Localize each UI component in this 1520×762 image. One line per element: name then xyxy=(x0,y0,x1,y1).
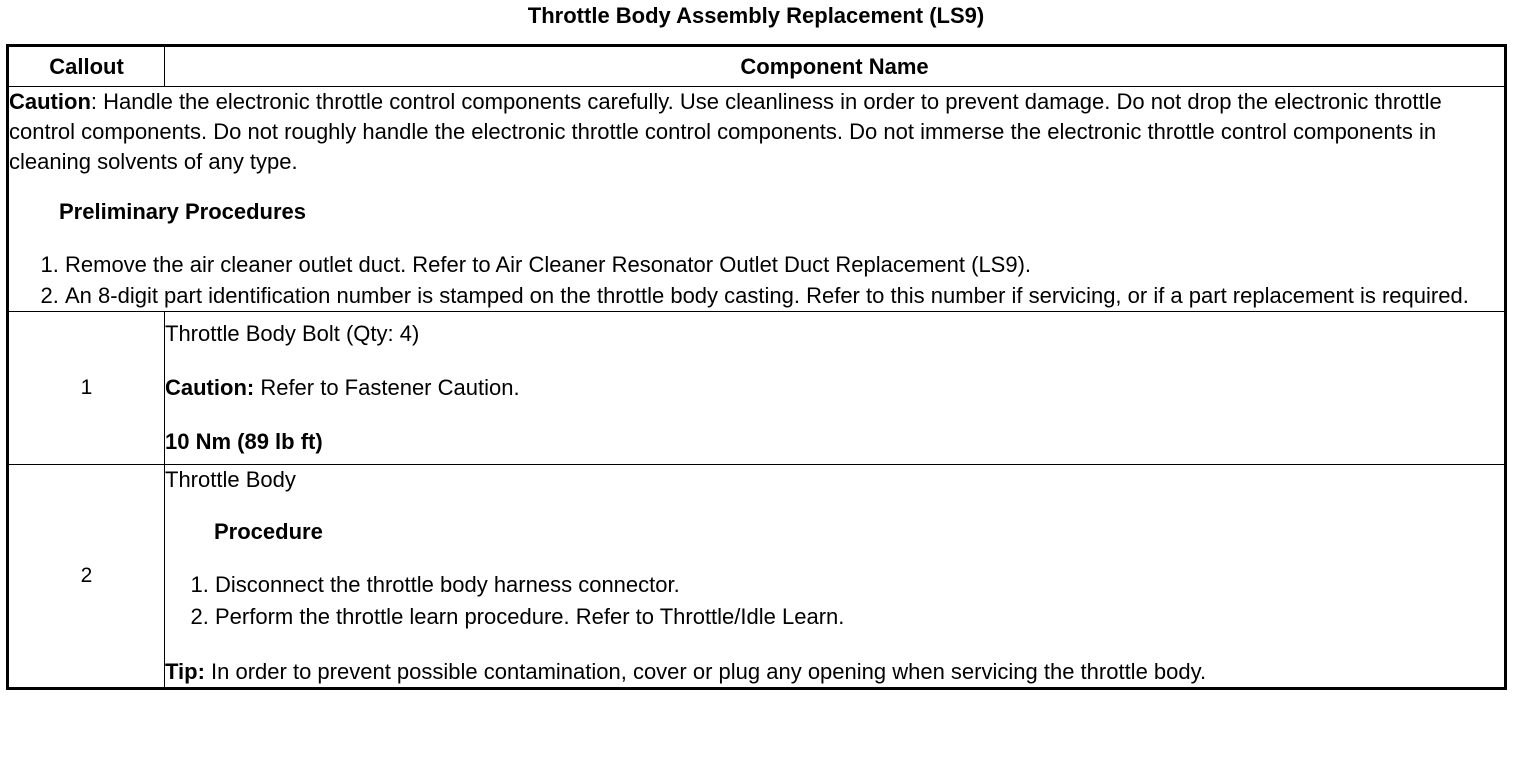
fastener-caution xyxy=(165,373,1504,403)
procedure-steps xyxy=(165,569,1504,633)
tip-paragraph xyxy=(165,657,1504,687)
caution-row xyxy=(8,87,1506,312)
header-callout: Callout xyxy=(8,46,165,87)
table-row xyxy=(8,312,1506,465)
caution-label: Caution xyxy=(9,89,91,114)
header-component-name: Component Name xyxy=(165,46,1506,87)
tip-text: In order to prevent possible contamination, cover or plug any opening when servicing the throttle body. xyxy=(204,659,1207,684)
procedure-heading: Procedure xyxy=(214,519,323,544)
caution-text: : Handle the electronic throttle control components carefully. Use cleanliness in order to prevent damage. Do not drop the electronic throttle control components. Do not roughly handle the electronic throttle control components. Do not immerse the electronic throttle control components in cleaning solvents of any type. xyxy=(9,89,1442,174)
table-header-row xyxy=(8,46,1506,87)
preliminary-steps xyxy=(9,249,1504,311)
caution-label: Caution: xyxy=(165,375,255,400)
callout-number: 1 xyxy=(8,312,165,465)
component-table xyxy=(6,44,1507,690)
caution-paragraph xyxy=(9,87,1504,177)
page-title: Throttle Body Assembly Replacement (LS9) xyxy=(527,3,985,28)
list-item: 1. Disconnect the throttle body harness connector. xyxy=(215,569,1504,601)
table-row xyxy=(8,465,1506,689)
list-item: 2. Perform the throttle learn procedure. Refer to Throttle/Idle Learn. xyxy=(215,601,1504,633)
component-name: Throttle Body xyxy=(165,467,296,492)
list-item: 2. An 8-digit part identification number is stamped on the throttle body casting. Refer to this number if servicing, or if a part replacement is required. xyxy=(65,280,1504,311)
list-item: 1. Remove the air cleaner outlet duct. Refer to Air Cleaner Resonator Outlet Duct Replacement (LS9). xyxy=(65,249,1504,280)
caution-text: Refer to Fastener Caution. xyxy=(254,375,520,400)
component-cell xyxy=(165,465,1506,689)
component-cell xyxy=(165,312,1506,465)
component-name: Throttle Body Bolt (Qty: 4) xyxy=(165,321,420,346)
caution-cell xyxy=(8,87,1506,312)
torque-spec: 10 Nm (89 lb ft) xyxy=(165,429,323,454)
callout-number: 2 xyxy=(8,465,165,689)
tip-label: Tip: xyxy=(165,659,205,684)
preliminary-heading: Preliminary Procedures xyxy=(59,199,307,224)
